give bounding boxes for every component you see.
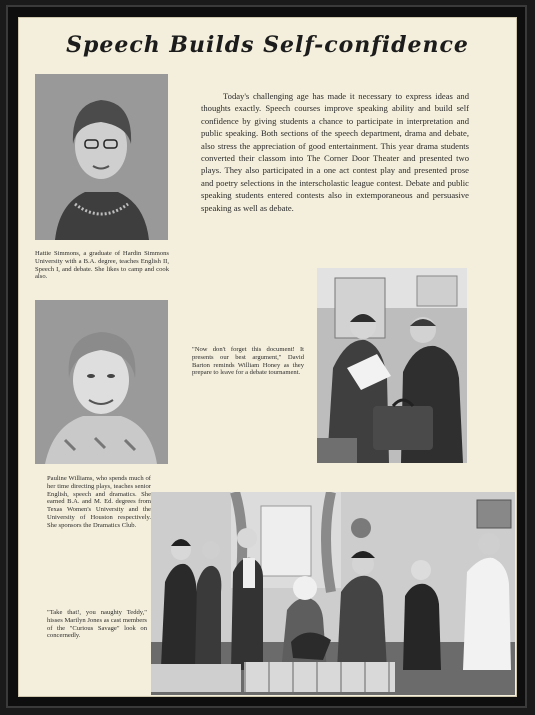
photo-curious-savage-play [151, 492, 515, 695]
caption-pauline-williams: Pauline Williams, who spends much of her time directing plays, teaches senior English, speech and dramatics. She earned B.A. and M. Ed. degrees from Texas Women's University and the University of Houston respectively. She sponsors the Dramatics Club. [47, 475, 151, 529]
caption-play: "Take that!, you naughty Teddy," hisses Marilyn Jones as cast members of the "Curious Savage" look on concernedly. [47, 609, 147, 640]
caption-hattie-simmons: Hattie Simmons, a graduate of Hardin Simmons University with a B.A. degree, teaches English II, Speech I, and debate. She likes to camp and cook also. [35, 250, 169, 281]
caption-debate: "Now don't forget this document! It presents our best argument," David Barton reminds William Honey as they prepare to leave for a debate tournament. [192, 346, 304, 377]
yearbook-page [19, 18, 516, 696]
portrait-hattie-simmons [35, 74, 168, 240]
portrait-pauline-williams [35, 300, 168, 464]
article-body: Today's challenging age has made it necessary to express ideas and thoughts exactly. Speech courses improve speaking ability and build self confidence by giving students a chance to participate in interpretation and public speaking. Both sections of the speech department, drama and debate, also stress the appreciation of good entertainment. This year drama students converted their classom into The Corner Door Theater and presented two plays. They also participated in a one act contest play and presented prose and poetry selections in the interscholastic league contest. Debate and public speaking students entered contests also in extemporaneous and persuasive speaking as well as debate. [201, 91, 469, 213]
page-title: Speech Builds Self-confidence [66, 32, 469, 58]
photo-debate-preparation [317, 268, 467, 463]
